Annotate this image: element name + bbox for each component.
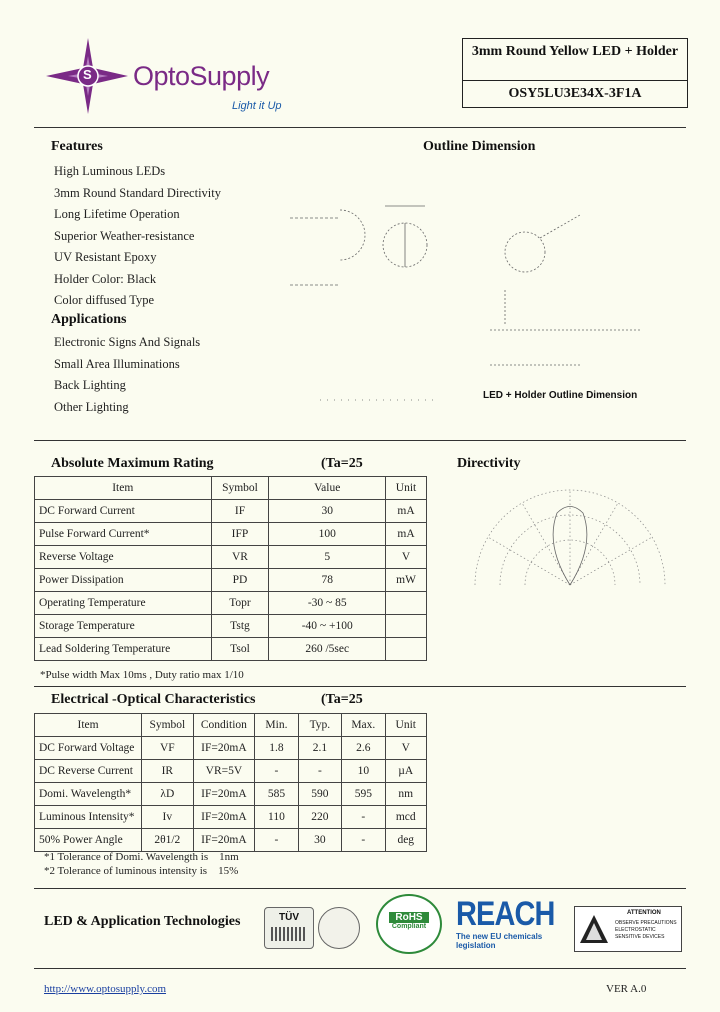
cell: IF=20mA [193, 737, 255, 760]
cell: mA [386, 500, 427, 523]
header-value: Value [269, 477, 386, 500]
cell: VF [142, 737, 194, 760]
cell: 220 [298, 806, 341, 829]
eo-note: *2 Tolerance of luminous intensity is 15% [44, 865, 239, 877]
cell: IFP [211, 523, 269, 546]
attention-line: ELECTROSTATIC [615, 927, 656, 933]
cell: - [255, 829, 298, 852]
cell: 2θ1/2 [142, 829, 194, 852]
brand-name: OptoSupply [133, 61, 270, 91]
section-divider [34, 686, 686, 687]
cell: 5 [269, 546, 386, 569]
rohs-badge [376, 894, 442, 954]
cell: Iv [142, 806, 194, 829]
footer-divider [34, 888, 686, 889]
abs-max-heading: Absolute Maximum Rating [51, 456, 214, 471]
header-symbol: Symbol [211, 477, 269, 500]
reach-label: REACH [456, 895, 555, 933]
directivity-polar-diagram [465, 485, 675, 595]
table-row [35, 569, 427, 592]
cell: - [255, 760, 298, 783]
bottom-divider [34, 968, 686, 969]
outline-caption: LED + Holder Outline Dimension [483, 390, 638, 401]
cell [386, 638, 427, 661]
header-unit: Unit [385, 714, 426, 737]
cell: DC Reverse Current [35, 760, 142, 783]
table-header-row [35, 477, 427, 500]
esd-warning-icon [578, 913, 610, 945]
abs-max-note: *Pulse width Max 10ms , Duty ratio max 1/10 [40, 669, 244, 681]
cell: mA [386, 523, 427, 546]
part-number: OSY5LU3E34X-3F1A [508, 86, 642, 101]
application-item: Back Lighting [54, 378, 126, 392]
cell: 110 [255, 806, 298, 829]
cell: IR [142, 760, 194, 783]
cell: 2.1 [298, 737, 341, 760]
cell: DC Forward Current [35, 500, 212, 523]
esd-warning-badge [574, 906, 682, 952]
application-item: Other Lighting [54, 399, 129, 414]
eo-table [34, 713, 427, 852]
cell: Operating Temperature [35, 592, 212, 615]
feature-item: 3mm Round Standard Directivity [54, 185, 221, 200]
certification-seal-icon [318, 907, 360, 949]
table-row [35, 829, 427, 852]
table-row [35, 783, 427, 806]
application-item: Electronic Signs And Signals [54, 335, 201, 349]
brand-tagline: Light it Up [232, 100, 282, 112]
tuv-label: TÜV [279, 912, 299, 923]
cell: Luminous Intensity* [35, 806, 142, 829]
feature-item: Superior Weather-resistance [54, 228, 195, 243]
cell: -30 ~ 85 [269, 592, 386, 615]
cell: -40 ~ +100 [269, 615, 386, 638]
cell: - [298, 760, 341, 783]
website-link[interactable]: http://www.optosupply.com [44, 983, 167, 995]
header-condition: Condition [193, 714, 255, 737]
cell: λD [142, 783, 194, 806]
cell [386, 615, 427, 638]
table-row [35, 806, 427, 829]
abs-max-condition: (Ta=25 [321, 456, 363, 471]
reach-sublabel: The new EU chemicals legislation [456, 932, 543, 950]
table-row [35, 500, 427, 523]
cell: IF=20mA [193, 783, 255, 806]
feature-item: High Luminous LEDs [54, 164, 166, 178]
header-item: Item [35, 714, 142, 737]
cell: 30 [269, 500, 386, 523]
attention-line: OBSERVE PRECAUTIONS [615, 920, 677, 926]
table-header-row [35, 714, 427, 737]
version-label: VER A.0 [606, 983, 647, 995]
cell: Tstg [211, 615, 269, 638]
cell: mW [386, 569, 427, 592]
eo-heading: Electrical -Optical Characteristics [51, 692, 256, 707]
header-unit: Unit [386, 477, 427, 500]
applications-heading: Applications [51, 312, 127, 327]
tuv-badge [264, 907, 314, 949]
cell: Storage Temperature [35, 615, 212, 638]
cell: Lead Soldering Temperature [35, 638, 212, 661]
cell: Reverse Voltage [35, 546, 212, 569]
feature-item: Holder Color: Black [54, 271, 157, 286]
cell: 78 [269, 569, 386, 592]
cell: VR [211, 546, 269, 569]
cell: 1.8 [255, 737, 298, 760]
cell: deg [385, 829, 426, 852]
cell: 590 [298, 783, 341, 806]
table-row [35, 760, 427, 783]
cell: Tsol [211, 638, 269, 661]
cell: IF=20mA [193, 829, 255, 852]
header-typ: Typ. [298, 714, 341, 737]
attention-label: ATTENTION [627, 910, 661, 916]
cell: Topr [211, 592, 269, 615]
cell: VR=5V [193, 760, 255, 783]
feature-item: Color diffused Type [54, 293, 155, 307]
application-item: Small Area Illuminations [54, 356, 180, 371]
cell: 260 /5sec [269, 638, 386, 661]
product-title: 3mm Round Yellow LED + Holder [463, 39, 687, 81]
section-divider [34, 440, 686, 441]
title-box [462, 38, 688, 108]
eo-note: *1 Tolerance of Domi. Wavelength is 1nm [44, 851, 239, 863]
table-row [35, 638, 427, 661]
cell: V [386, 546, 427, 569]
eo-condition: (Ta=25 [321, 692, 363, 707]
cell: 100 [269, 523, 386, 546]
company-tagline: LED & Application Technologies [44, 914, 241, 929]
cell: - [342, 806, 385, 829]
cell: DC Forward Voltage [35, 737, 142, 760]
table-row [35, 546, 427, 569]
header-min: Min. [255, 714, 298, 737]
cell: 50% Power Angle [35, 829, 142, 852]
applications-list [54, 332, 200, 418]
cell: 10 [342, 760, 385, 783]
attention-line: SENSITIVE DEVICES [615, 934, 665, 940]
table-row [35, 523, 427, 546]
cell: 595 [342, 783, 385, 806]
cell: nm [385, 783, 426, 806]
feature-item: Long Lifetime Operation [54, 207, 180, 221]
cell: µA [385, 760, 426, 783]
rohs-label: RoHS [389, 912, 429, 923]
cell: IF [211, 500, 269, 523]
emblem-letter: S [83, 67, 92, 82]
directivity-heading: Directivity [457, 456, 521, 471]
header-item: Item [35, 477, 212, 500]
cell: 30 [298, 829, 341, 852]
header-symbol: Symbol [142, 714, 194, 737]
cell: mcd [385, 806, 426, 829]
features-list [54, 161, 221, 312]
rohs-sublabel: Compliant [391, 923, 427, 930]
cell: 2.6 [342, 737, 385, 760]
outline-drawing [280, 190, 680, 410]
cell: 585 [255, 783, 298, 806]
header-divider [34, 127, 686, 128]
table-row [35, 592, 427, 615]
table-row [35, 615, 427, 638]
features-heading: Features [51, 139, 103, 154]
cell: IF=20mA [193, 806, 255, 829]
cell: Pulse Forward Current* [35, 523, 212, 546]
cell: Power Dissipation [35, 569, 212, 592]
abs-max-table [34, 476, 427, 661]
table-row [35, 737, 427, 760]
outline-heading: Outline Dimension [423, 139, 536, 154]
cell: PD [211, 569, 269, 592]
cell [386, 592, 427, 615]
cell: Domi. Wavelength* [35, 783, 142, 806]
cell: - [342, 829, 385, 852]
reach-logo [456, 896, 562, 948]
header-max: Max. [342, 714, 385, 737]
brand-logo [38, 36, 298, 116]
feature-item: UV Resistant Epoxy [54, 250, 157, 264]
cell: V [385, 737, 426, 760]
